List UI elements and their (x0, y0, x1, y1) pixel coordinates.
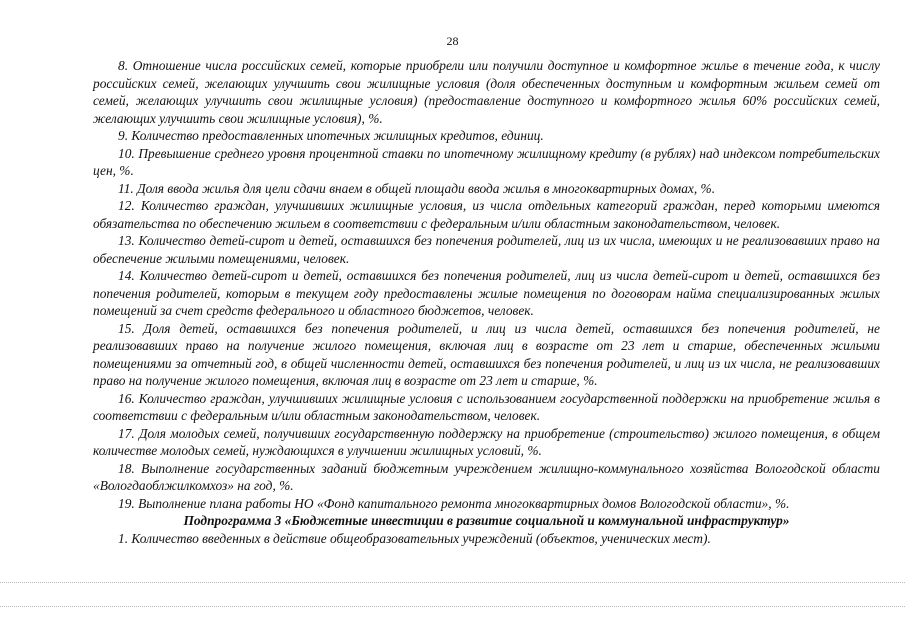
indicator-item-10: 10. Превышение среднего уровня процентной ставки по ипотечному жилищному кредиту (в рублях) над индексом потребительских цен, %. (93, 145, 880, 178)
indicator-item-14: 14. Количество детей-сирот и детей, оставшихся без попечения родителей, лиц из числа детей-сирот и детей, оставшихся без попечения родителей, которым в текущем году предоставлены жилые помещения по договорам найма специализированных жилых помещений за счет средств федерального и областного бюджетов, человек. (93, 268, 880, 318)
indicator-item-9: 9. Количество предоставленных ипотечных жилищных кредитов, единиц. (118, 128, 544, 143)
document-body (93, 57, 880, 547)
indicator-item-18: 18. Выполнение государственных заданий бюджетным учреждением жилищно-коммунального хозяйства Вологодской области «Вологдаоблжилкомхоз» на год, %. (93, 460, 880, 493)
page-number: 28 (446, 34, 459, 48)
indicator-item-19: 19. Выполнение плана работы НО «Фонд капитального ремонта многоквартирных домов Вологодской области», %. (118, 495, 790, 511)
indicator-item-13: 13. Количество детей-сирот и детей, оставшихся без попечения родителей, лиц из их числа, имеющих и не реализовавших право на обеспечение жилыми помещениями, человек. (93, 233, 880, 266)
indicator-item-11: 11. Доля ввода жилья для цели сдачи внаем в общей площади ввода жилья в многоквартирных домах, %. (118, 180, 716, 196)
scan-dotted-line (0, 582, 905, 583)
indicator-item-12: 12. Количество граждан, улучшивших жилищные условия, из числа отдельных категорий граждан, перед которыми имеются обязательства по обеспечению жильем в соответствии с федеральным и/или областным законодательством, человек. (93, 198, 880, 231)
subprogram-3-item-1: 1. Количество введенных в действие общеобразовательных учреждений (объектов, ученических мест). (118, 530, 711, 546)
indicator-item-16: 16. Количество граждан, улучшивших жилищные условия с использованием государственной поддержки на приобретение жилья в соответствии с федеральным и/или областным законодательством, человек. (93, 390, 880, 423)
indicator-item-15: 15. Доля детей, оставшихся без попечения родителей, и лиц из числа детей, оставшихся без попечения родителей, не реализовавших право на получение жилого помещения, включая лиц в возрасте от 23 лет и старше, обеспеченных жилыми помещениями за отчетный год, в общей численности детей, оставшихся без попечения родителей, и лиц из их числа, не реализовавших право на получение жилого помещения, включая лиц в возрасте от 23 лет и старше, %. (93, 320, 880, 388)
indicator-item-17: 17. Доля молодых семей, получивших государственную поддержку на приобретение (строительство) жилого помещения, в общем количестве молодых семей, нуждающихся в улучшении жилищных условий, %. (93, 425, 880, 458)
scan-dotted-line (0, 606, 905, 607)
subprogram-heading: Подпрограмма 3 «Бюджетные инвестиции в развитие социальной и коммунальной инфраструктур» (183, 513, 790, 528)
indicator-item-8: 8. Отношение числа российских семей, которые приобрели или получили доступное и комфортное жилье в течение года, к числу российских семей, желающих улучшить свои жилищные условия (доля обеспеченных доступным и комфортным жильем семей от семей, желающих улучшить свои жилищные условия) (предоставление доступного и комфортного жилья 60% российских семей, желающих улучшить свои жилищные условия), %. (93, 58, 880, 126)
